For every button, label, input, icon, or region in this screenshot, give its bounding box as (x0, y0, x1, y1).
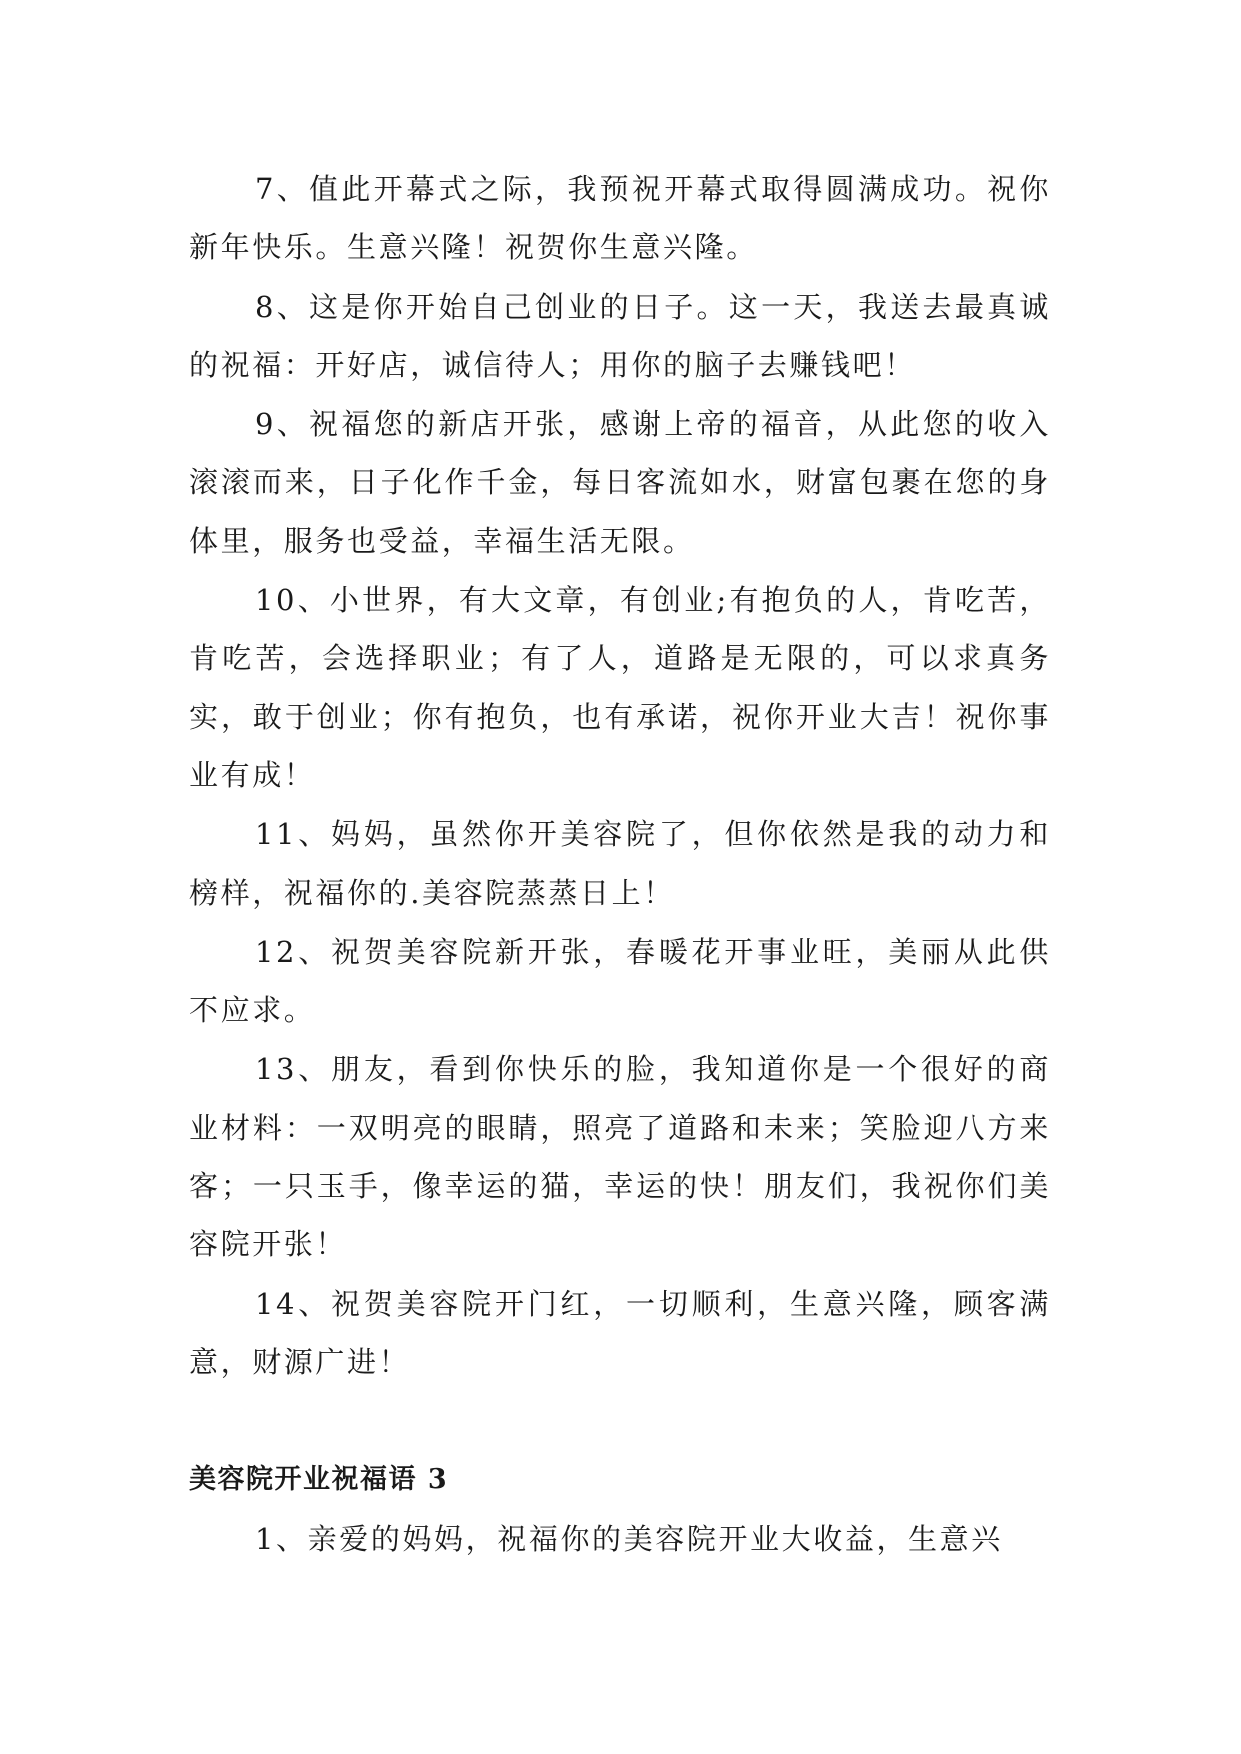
section-heading: 美容院开业祝福语 3 (189, 1464, 449, 1496)
wish-paragraph-9: 9、祝福您的新店开张，感谢上帝的福音，从此您的收入滚滚而来，日子化作千金，每日客流如水，财富包裹在您的身体里，服务也受益，幸福生活无限。 (189, 407, 1051, 558)
wish-paragraph-8: 8、这是你开始自己创业的日子。这一天，我送去最真诚的祝福：开好店，诚信待人；用你的脑子去赚钱吧！ (189, 289, 1051, 382)
wish-paragraph-7: 7、值此开幕式之际，我预祝开幕式取得圆满成功。祝你新年快乐。生意兴隆！祝贺你生意兴隆。 (189, 172, 1051, 265)
wish-paragraph-10: 10、小世界，有大文章，有创业;有抱负的人，肯吃苦，肯吃苦，会选择职业；有了人，道路是无限的，可以求真务实，敢于创业；你有抱负，也有承诺，祝你开业大吉！祝你事业有成！ (189, 583, 1051, 792)
document-body (189, 160, 1051, 1570)
wish-paragraph-11: 11、妈妈，虽然你开美容院了，但你依然是我的动力和榜样，祝福你的.美容院蒸蒸日上！ (189, 817, 1051, 910)
wish-paragraph-12: 12、祝贺美容院新开张，春暖花开事业旺，美丽从此供不应求。 (189, 934, 1051, 1028)
wish-paragraph-1: 1、亲爱的妈妈，祝福你的美容院开业大收益，生意兴 (255, 1522, 1003, 1557)
wish-paragraph-13: 13、朋友，看到你快乐的脸，我知道你是一个很好的商业材料：一双明亮的眼睛，照亮了道路和未来；笑脸迎八方来客；一只玉手，像幸运的猫，幸运的快！朋友们，我祝你们美容院开张！ (189, 1052, 1051, 1262)
wish-paragraph-14: 14、祝贺美容院开门红，一切顺利，生意兴隆，顾客满意，财源广进！ (189, 1286, 1051, 1379)
